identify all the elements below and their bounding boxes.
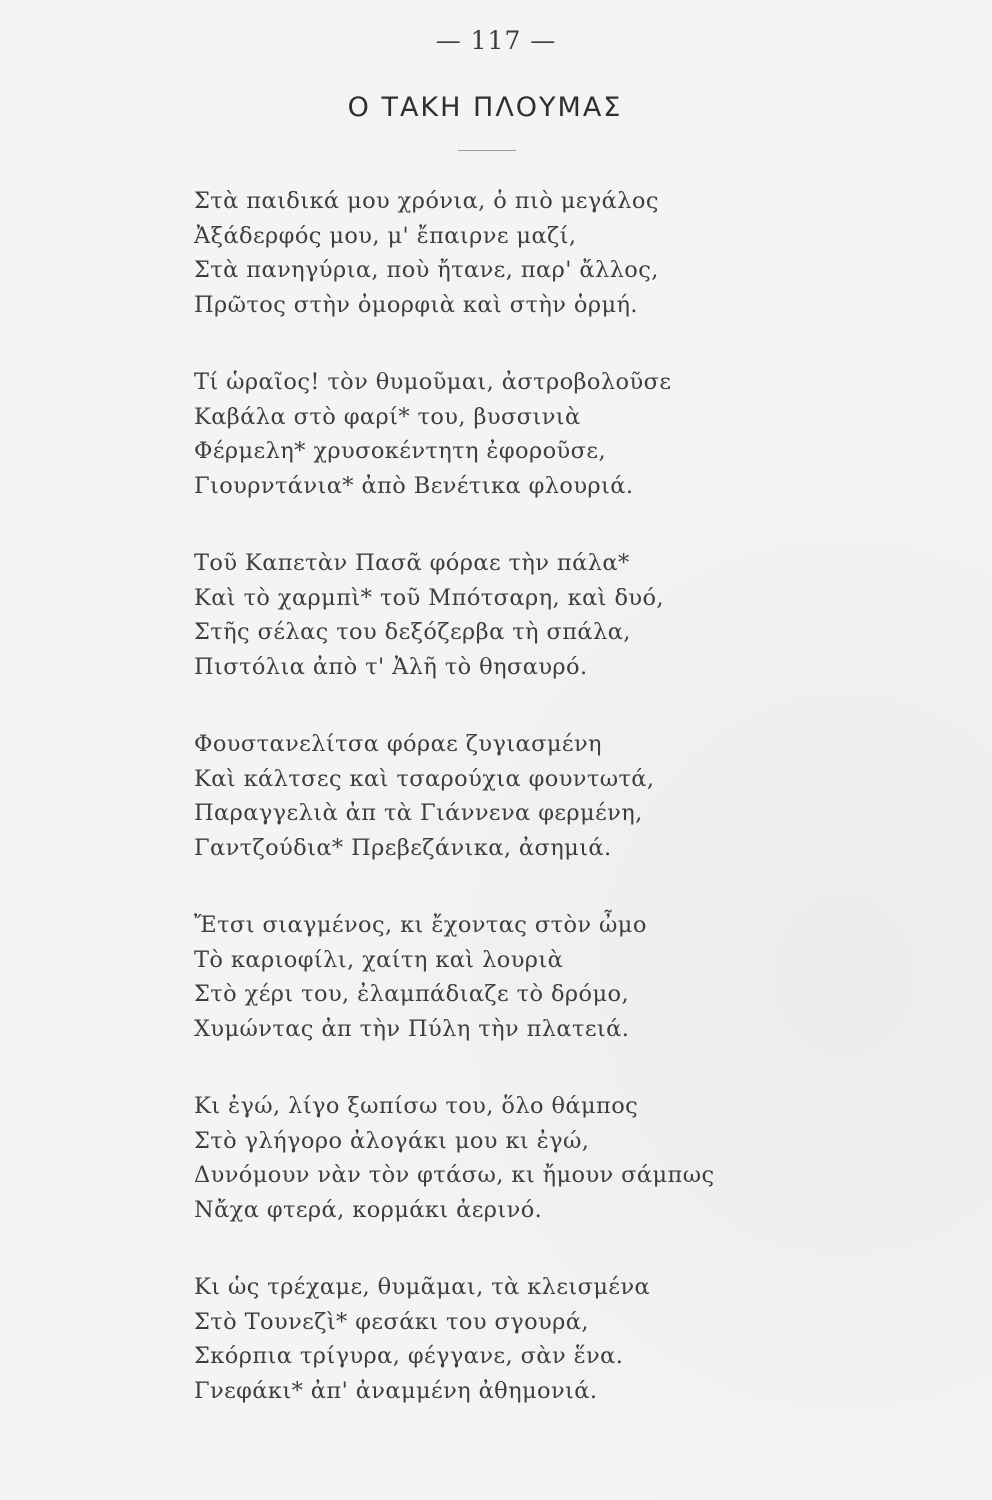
stanza	[194, 908, 794, 1046]
verse-line: Τί ὡραῖος! τὸν θυμοῦμαι, ἀστροβολοῦσε	[194, 369, 672, 395]
stanza	[194, 365, 794, 503]
verse-line: Στὸ γλήγορο ἀλογάκι μου κι ἐγώ,	[194, 1127, 590, 1154]
verse-line: Στὰ παιδικά μου χρόνια, ὁ πιὸ μεγάλος	[194, 188, 659, 214]
verse-line: Γαντζούδια* Πρεβεζάνικα, ἀσημιά.	[194, 834, 612, 861]
verse-line: Στὰ πανηγύρια, ποὺ ἤτανε, παρ' ἄλλος,	[194, 257, 659, 283]
verse-line: Πιστόλια ἀπὸ τ' Ἀλῆ τὸ θησαυρό.	[194, 653, 588, 680]
stanza	[194, 184, 794, 322]
verse-line: Καὶ τὸ χαρμπὶ* τοῦ Μπότσαρη, καὶ δυό,	[194, 584, 664, 611]
verse-line: Στὸ χέρι του, ἐλαμπάδιαζε τὸ δρόμο,	[194, 981, 630, 1007]
page-number: — 117 —	[435, 26, 557, 55]
stanza	[194, 1270, 794, 1408]
stanza	[194, 1089, 794, 1227]
verse-line: Παραγγελιὰ ἀπ τὰ Γιάννενα φερμένη,	[194, 800, 643, 826]
verse-line: Κι ὡς τρέχαμε, θυμᾶμαι, τὰ κλεισμένα	[194, 1274, 651, 1300]
verse-line: Ἀξάδερφός μου, μ' ἔπαιρνε μαζί,	[194, 222, 577, 249]
verse-line: Καβάλα στὸ φαρί* του, βυσσινιὰ	[194, 403, 581, 430]
verse-line: Γνεφάκι* ἀπ' ἀναμμένη ἀθημονιά.	[194, 1377, 598, 1404]
verse-line: Σκόρπια τρίγυρα, φέγγανε, σὰν ἕνα.	[194, 1343, 624, 1369]
poem-body	[194, 184, 794, 1451]
stanza	[194, 546, 794, 684]
verse-line: Δυνόμουν νὰν τὸν φτάσω, κι ἤμουν σάμπως	[194, 1162, 715, 1188]
verse-line: Τὸ καριοφίλι, χαίτη καὶ λουριὰ	[194, 946, 564, 973]
verse-line: Φουστανελίτσα φόραε ζυγιασμένη	[194, 731, 602, 757]
poem-title: Ο ΤΑΚΗ ΠΛΟΥΜΑΣ	[347, 92, 623, 123]
stanza	[194, 727, 794, 865]
verse-line: Τοῦ Καπετὰν Πασᾶ φόραε τὴν πάλα*	[194, 550, 630, 576]
verse-line: Κι ἐγώ, λίγο ξωπίσω του, ὅλο θάμπος	[194, 1093, 639, 1119]
verse-line: Πρῶτος στὴν ὀμορφιὰ καὶ στὴν ὁρμή.	[194, 291, 638, 318]
verse-line: Στὸ Τουνεζὶ* φεσάκι του σγουρά,	[194, 1308, 589, 1335]
verse-line: Γιουρντάνια* ἀπὸ Βενέτικα φλουριά.	[194, 472, 634, 499]
verse-line: Νἄχα φτερά, κορμάκι ἀερινό.	[194, 1196, 543, 1223]
verse-line: Ἔτσι σιαγμένος, κι ἔχοντας στὸν ὦμο	[194, 912, 647, 938]
verse-line: Φέρμελη* χρυσοκέντητη ἐφοροῦσε,	[194, 438, 606, 464]
verse-line: Στῆς σέλας του δεξόζερβα τὴ σπάλα,	[194, 619, 631, 645]
title-divider	[458, 150, 516, 151]
verse-line: Χυμώντας ἀπ τὴν Πύλη τὴν πλατειά.	[194, 1015, 630, 1042]
verse-line: Καὶ κάλτσες καὶ τσαρούχια φουντωτά,	[194, 765, 655, 792]
